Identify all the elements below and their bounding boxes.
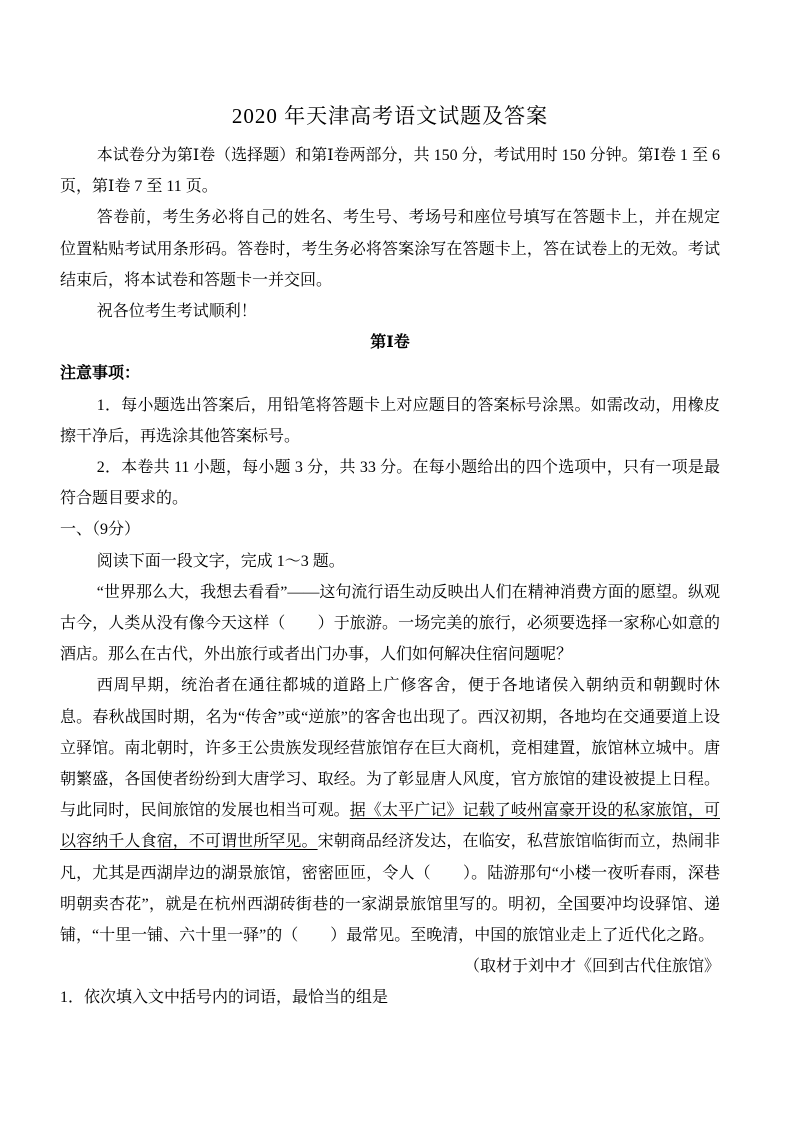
passage-paragraph-2 (60, 670, 720, 951)
page-title: 2020 年天津高考语文试题及答案 (231, 104, 549, 128)
note-item-2: 2．本卷共 11 小题，每小题 3 分，共 33 分。在每小题给出的四个选项中，只有一项是最符合题目要求的。 (60, 459, 720, 508)
intro-paragraph-2: 答卷前，考生务必将自己的姓名、考生号、考场号和座位号填写在答题卡上，并在规定位置粘贴考试用条形码。答卷时，考生务必将答案涂写在答题卡上，答在试卷上的无效。考试结束后，将本试卷和答题卡一并交回。 (60, 209, 720, 289)
intro-paragraph-3: 祝各位考生考试顺利！ (96, 303, 257, 321)
intro-paragraph-1: 本试卷分为第Ⅰ卷（选择题）和第Ⅰ卷两部分，共 150 分，考试用时 150 分钟。第Ⅰ卷 1 至 6 页，第Ⅰ卷 7 至 11 页。 (60, 147, 720, 196)
question-1: 1．依次填入文中括号内的词语，最恰当的组是 (60, 989, 389, 1007)
passage-para2-underlined-sentence: 据《太平广记》记载了岐州富豪开设的私家旅馆，可以容纳千人食宿，不可谓世所罕见。 (60, 802, 720, 851)
reading-instruction: 阅读下面一段文字，完成 1～3 题。 (96, 552, 345, 570)
notes-heading: 注意事项： (60, 365, 141, 383)
passage-para2-lead-text: 西周早期，统治者在通往都城的道路上广修客舍，便于各地诸侯入朝纳贡和朝觐时休息。春秋战国时期，名为“传舍”或“逆旅”的客舍也出现了。西汉初期，各地均在交通要道上设立驿馆。南北朝时，许多王公贵族发现经营旅馆存在巨大商机，竞相建置，旅馆林立城中。唐朝繁盛，各国使者纷纷到大唐学习、取经。为了彰显唐人风度，官方旅馆的建设被提上日程。与此同时，民间旅馆的发展也相当可观。 (60, 677, 720, 820)
note-item-1: 1．每小题选出答案后，用铅笔将答题卡上对应题目的答案标号涂黑。如需改动，用橡皮擦干净后，再选涂其他答案标号。 (60, 396, 720, 445)
passage-para2-tail-text: 宋朝商品经济发达，在临安，私营旅馆临街而立，热闹非凡，尤其是西湖岸边的湖景旅馆，密密匝匝，令人（ ）。陆游那句“小楼一夜听春雨，深巷明朝卖杏花”，就是在杭州西湖砖街巷的一家湖景旅馆里写的。明初，全国要冲均设驿馆、递铺，“十里一铺、六十里一驿”的（ ）最常见。至晚清，中国的旅馆业走上了近代化之路。 (60, 833, 720, 945)
part-one-heading: 一、（9分） (60, 521, 141, 539)
passage-paragraph-1: “世界那么大，我想去看看”——这句流行语生动反映出人们在精神消费方面的愿望。纵观古今，人类从没有像今天这样（ ）于旅游。一场完美的旅行，必须要选择一家称心如意的酒店。那么在古代，外出旅行或者出门办事，人们如何解决住宿问题呢？ (60, 583, 720, 664)
section-heading: 第Ⅰ卷 (370, 334, 410, 352)
attribution-line: （取材于刘中才《回到古代住旅馆》 (463, 958, 720, 976)
